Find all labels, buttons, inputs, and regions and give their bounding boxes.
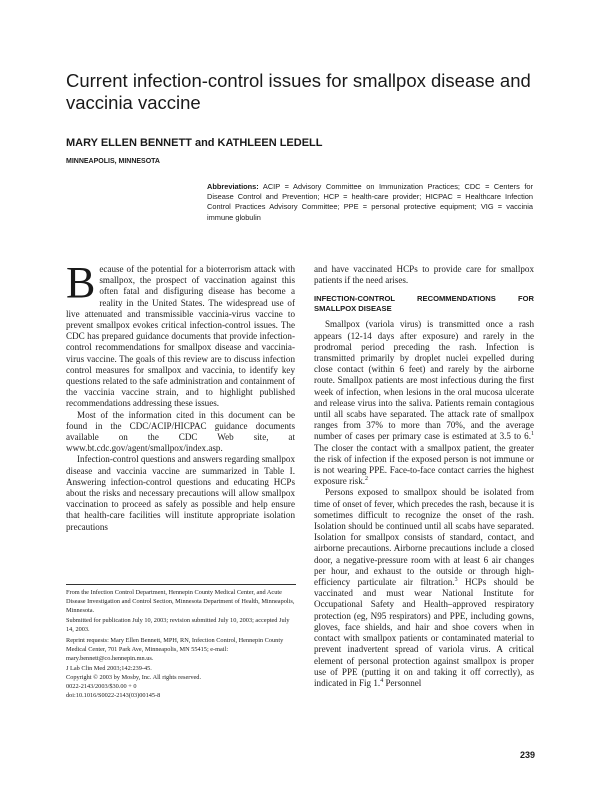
affiliation-note: From the Infection Control Department, Hennepin County Medical Center, and Acute Disease Investigation and Control Section, Minnesota Department of Health, Minneapolis, Minnesota. [66,589,295,614]
body-paragraph: Infection-control questions and answers regarding smallpox disease and vaccinia vaccine are summarized in Table I. Answering infection-control questions and educating HCPs about the risks and necessary precautions will allow smallpox vaccination to proceed as safely as possible and help ensure that health-care facilities will institute appropriate isolation precautions [66,454,295,532]
author-location: MINNEAPOLIS, MINNESOTA [66,158,160,165]
doi-note: doi:10.1016/S0022-2143(03)00145-8 [66,691,161,699]
article-authors: MARY ELLEN BENNETT and KATHLEEN LEDELL [66,137,323,149]
right-column [314,264,534,689]
intro-paragraph [66,258,295,410]
paragraph-text: Personnel [383,677,422,688]
reference-marker: 2 [365,476,369,483]
issn-note: 0022-2143/2003/$30.00 + 0 [66,682,137,690]
copyright-note: Copyright © 2003 by Mosby, Inc. All rights reserved. [66,674,202,682]
paragraph-text: The closer the contact with a smallpox patient, the greater the risk of infection if the exposed person is not immune or is not wearing PPE. Face-to-face contact carries the highest exposure risk. [314,442,534,487]
reference-marker: 4 [380,677,384,684]
page-number: 239 [520,750,536,760]
paragraph-text: HCPs should be vaccinated and must wear National Institute for Occupational Safety and Health–approved respiratory protection (eg, N95 respirators) and PPE, including gowns, gloves, face shields, and hair and shoe covers when in contact with smallpox patients or contaminated material to prevent inadvertent spread of variola virus. A critical element of personal protection against smallpox is proper use of PPE (putting it on and taking it off correctly), as indicated in Fig 1. [314,577,535,688]
abbreviations-text: ACIP = Advisory Committee on Immunization Practices; CDC = Centers for Disease Control and Prevention; HCP = health-care provider; HICPAC = Healthcare Infection Control Practices Advisory Committee; PPE = personal protective equipment; VIG = vaccinia immune globulin [207,182,533,222]
intro-text: ecause of the potential for a bioterrorism attack with smallpox, the prospect of vaccination against this often fatal and disfiguring disease has become a reality in the United States. The widespread use of live attenuated and transmissible vaccinia-virus vaccine to prevent smallpox evokes critical infection-control issues. The CDC has prepared guidance documents that provide infection-control recommendations for smallpox disease and vaccinia-virus vaccine. The goals of this review are to discuss infection control measures for smallpox and vaccinia, to identify key questions related to the safe administration and containment of the vaccinia vaccine strain, and to highlight published recommendations addressing these issues. [66,264,295,409]
drop-cap: B [66,258,96,307]
abbreviations-block [207,182,533,223]
reference-marker: 3 [454,577,458,584]
reference-marker: 1 [531,431,534,438]
journal-citation: J Lab Clin Med 2003;142:239-45. [66,665,152,673]
reprint-note: Reprint requests: Mary Ellen Bennett, MPH, RN, Infection Control, Hennepin County Medical Center, 701 Park Ave, Minneapolis, MN 55415; e-mail: mary.bennett@co.hennepin.mn.us. [66,636,284,662]
abbreviations-label: Abbreviations: [207,182,259,191]
article-title: Current infection-control issues for smallpox disease and vaccinia vaccine [66,70,531,113]
left-column [66,258,295,533]
section-heading: INFECTION-CONTROL RECOMMENDATIONS FOR SMALLPOX DISEASE [314,294,534,314]
paragraph-text: Smallpox (variola virus) is transmitted once a rash appears (12-14 days after exposure) and rarely in the prodromal period preceding the rash. Infection is transmitted primarily by droplet nuclei expelled during close contact (within 6 feet) and rarely by the airborne route. Smallpox patients are most infectious during the first week of infection, when lesions in the oral mucosa ulcerate and release virus into the saliva. Patients remain contagious until all scabs have separated. The attack rate of smallpox ranges from 37% to more than 70%, and the average number of cases per primary case is estimated at 3.5 to 6. [314,319,534,442]
footnotes [66,584,296,701]
body-paragraph: Most of the information cited in this document can be found in the CDC/ACIP/HICPAC guidance documents available on the CDC Web site, at www.bt.cdc.gov/agent/smallpox/index.asp. [66,409,295,454]
body-paragraph [314,487,534,689]
body-paragraph [314,319,534,487]
paragraph-text: Persons exposed to smallpox should be isolated from time of onset of fever, which precedes the rash, because it is sometimes difficult to recognize the onset of the rash. Isolation should be continued until all scabs have separated. Isolation for smallpox consists of standard, contact, and airborne precautions. Airborne precautions include a closed door, a negative-pressure room with at least 6 air changes per hour, and exhaust to the outside or through high-efficiency particulate air filtration. [314,487,534,588]
body-paragraph: and have vaccinated HCPs to provide care for smallpox patients if the need arises. [314,264,534,286]
submission-note: Submitted for publication July 10, 2003; revision submitted July 10, 2003; accepted July 14, 2003. [66,617,290,634]
